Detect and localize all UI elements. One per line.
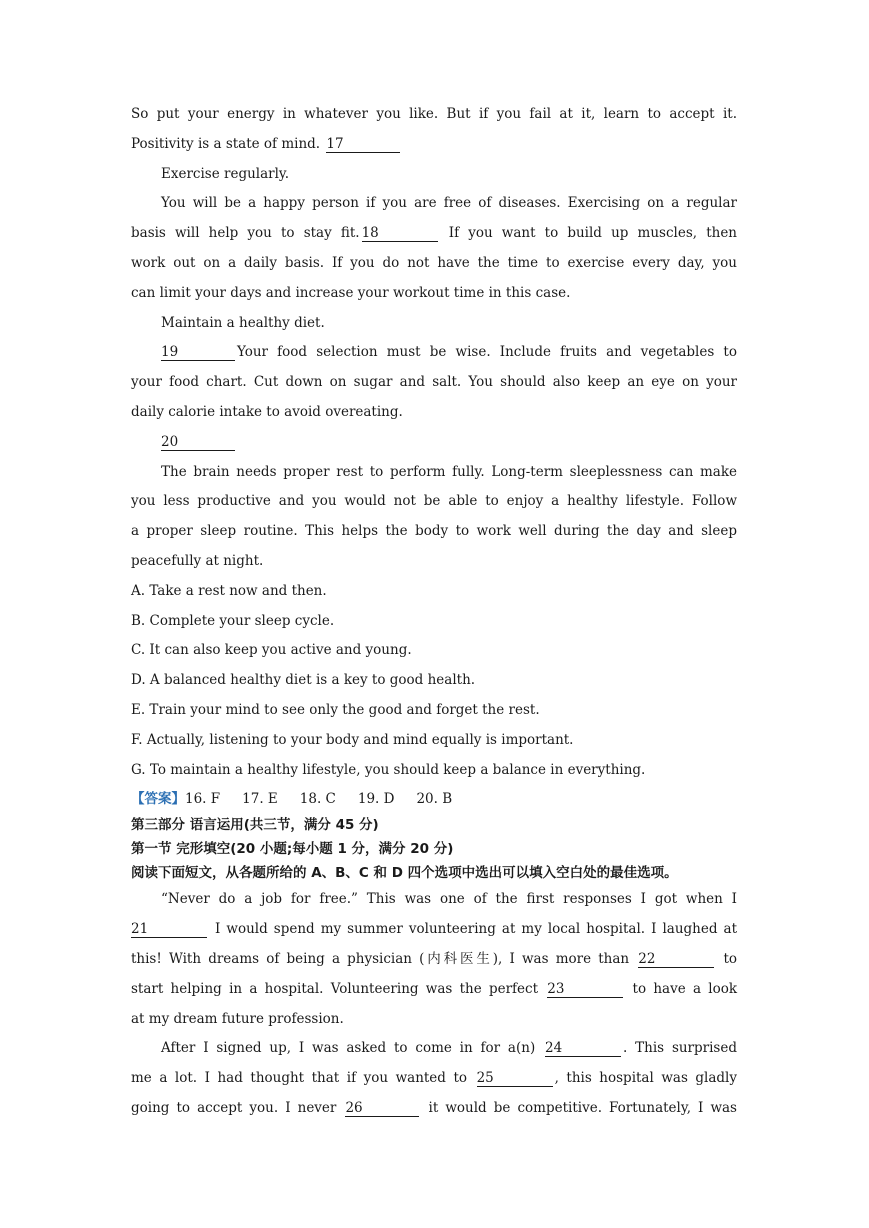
- part-title: 第三部分 语言运用(共三节，满分 45 分): [131, 817, 379, 834]
- paragraph-line: [131, 1064, 737, 1094]
- line-text: After I signed up, I was asked to come in for a(n): [161, 1040, 536, 1057]
- line-text: start helping in a hospital. Volunteering was the perfect: [131, 980, 538, 997]
- answer-tag: 【答案】: [131, 791, 185, 808]
- option-g: G. To maintain a healthy lifestyle, you should keep a balance in everything.: [131, 761, 646, 778]
- line-text: me a lot. I had thought that if you wanted to: [131, 1070, 468, 1087]
- paragraph-line: [131, 130, 737, 160]
- line-text: If you want to build up muscles, then: [448, 225, 738, 242]
- line-text: Positivity is a state of mind.: [131, 135, 321, 152]
- option-b: B. Complete your sleep cycle.: [131, 612, 335, 629]
- paragraph-line: at my dream future profession.: [131, 1010, 344, 1027]
- paragraph-line: [131, 1094, 737, 1124]
- line-text: basis will help you to stay fit.: [131, 225, 360, 242]
- document-page: [131, 100, 737, 1124]
- answer-item: 17. E: [242, 791, 278, 808]
- paragraph-line: The brain needs proper rest to perform fully. Long-term sleeplessness can make: [161, 463, 737, 480]
- paragraph-line: daily calorie intake to avoid overeating.: [131, 403, 403, 420]
- blank-22: 22: [638, 951, 714, 968]
- answer-item: 19. D: [357, 791, 395, 808]
- line-text: it would be competitive. Fortunately, I was: [428, 1099, 737, 1116]
- blank-19: 19: [161, 344, 235, 361]
- paragraph-line: So put your energy in whatever you like. But if you fail at it, learn to accept it.: [131, 106, 737, 122]
- paragraph-line: can limit your days and increase your workout time in this case.: [131, 284, 571, 301]
- option-f: F. Actually, listening to your body and mind equally is important.: [131, 731, 574, 748]
- paragraph-line: [131, 428, 737, 458]
- line-text: I would spend my summer volunteering at my local hospital. I laughed at: [215, 921, 738, 938]
- answer-item: 16. F: [185, 791, 221, 808]
- option-c: C. It can also keep you active and young.: [131, 642, 412, 659]
- option-a: A. Take a rest now and then.: [131, 582, 327, 599]
- paragraph-line: [131, 945, 737, 975]
- instruction: 阅读下面短文，从各题所给的 A、B、C 和 D 四个选项中选出可以填入空白处的最佳选项。: [131, 865, 678, 882]
- option-e: E. Train your mind to see only the good and forget the rest.: [131, 701, 540, 718]
- line-text: Your food selection must be wise. Include fruits and vegetables to: [237, 344, 737, 361]
- answer-line: [131, 785, 737, 813]
- paragraph-line: “Never do a job for free.” This was one of the first responses I got when I: [161, 891, 737, 908]
- line-text: , this hospital was gladly: [554, 1070, 737, 1087]
- section-heading-exercise: Exercise regularly.: [161, 165, 290, 182]
- line-text: to have a look: [632, 980, 737, 997]
- answer-item: 18. C: [299, 791, 336, 808]
- answer-item: 20. B: [416, 791, 453, 808]
- paragraph-line: a proper sleep routine. This helps the body to work well during the day and sleep: [131, 523, 737, 540]
- paragraph-line: [131, 338, 737, 368]
- paragraph-line: work out on a daily basis. If you do not have the time to exercise every day, you: [131, 254, 737, 271]
- line-text: this! With dreams of being a physician (内科医生), I was more than: [131, 950, 630, 967]
- line-text: to: [723, 950, 737, 967]
- line-text: . This surprised: [623, 1040, 737, 1057]
- line-text: going to accept you. I never: [131, 1099, 337, 1116]
- option-d: D. A balanced healthy diet is a key to good health.: [131, 672, 476, 689]
- paragraph-line: your food chart. Cut down on sugar and salt. You should also keep an eye on your: [131, 374, 737, 391]
- section-heading-diet: Maintain a healthy diet.: [161, 314, 325, 331]
- paragraph-line: [131, 1034, 737, 1064]
- paragraph-line: you less productive and you would not be able to enjoy a healthy lifestyle. Follow: [131, 493, 737, 510]
- paragraph-line: [131, 219, 737, 249]
- blank-18: 18: [362, 225, 438, 242]
- blank-17: 17: [326, 136, 400, 153]
- paragraph-line: You will be a happy person if you are free of diseases. Exercising on a regular: [161, 195, 737, 212]
- blank-25: 25: [477, 1070, 553, 1087]
- blank-20: 20: [161, 434, 235, 451]
- paragraph-line: [131, 975, 737, 1005]
- paragraph-line: peacefully at night.: [131, 552, 264, 569]
- blank-23: 23: [547, 981, 623, 998]
- blank-21: 21: [131, 921, 207, 938]
- section-title: 第一节 完形填空(20 小题;每小题 1 分，满分 20 分): [131, 841, 454, 858]
- blank-24: 24: [545, 1040, 621, 1057]
- blank-26: 26: [345, 1100, 419, 1117]
- paragraph-line: [131, 915, 737, 945]
